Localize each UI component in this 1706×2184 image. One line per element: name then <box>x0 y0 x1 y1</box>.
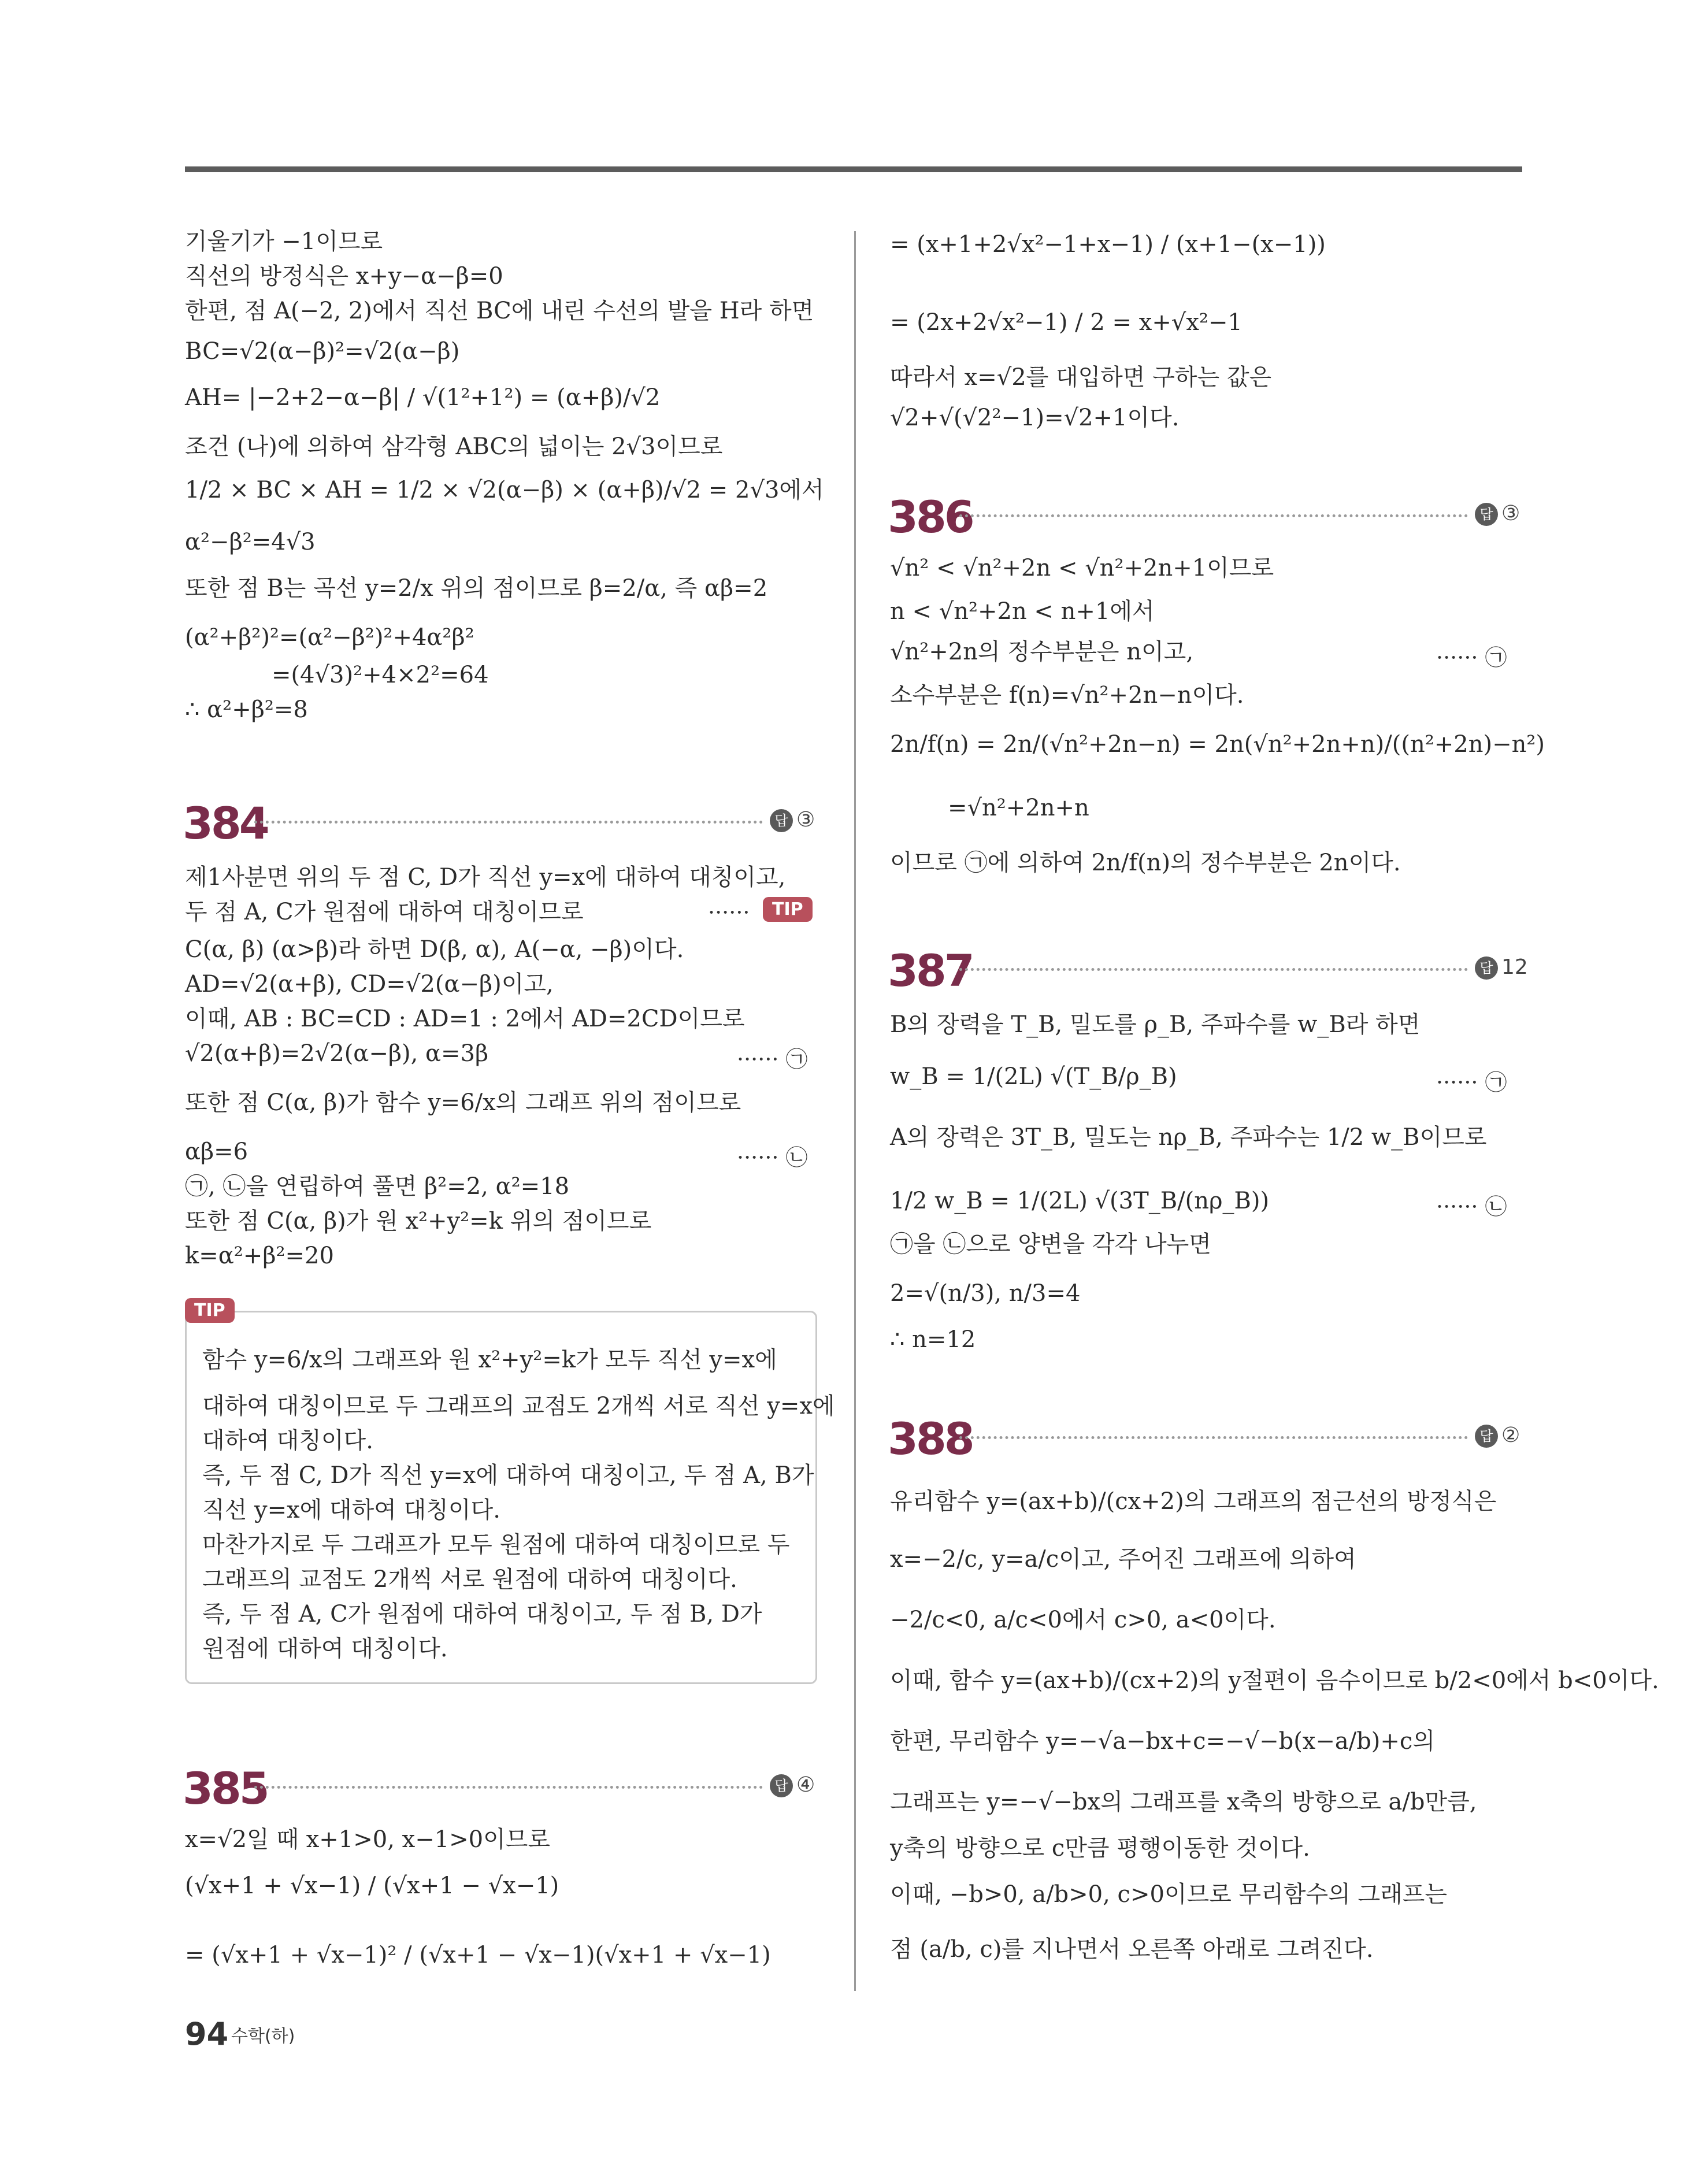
dots-mark: ······ ㉠ <box>1436 1070 1507 1095</box>
text-line: −2/c<0, a/c<0에서 c>0, a<0이다. <box>890 1607 1276 1633</box>
text-line: y축의 방향으로 c만큼 평행이동한 것이다. <box>890 1835 1310 1862</box>
answer-badge: 답 <box>1475 1425 1498 1448</box>
tip-line: 대하여 대칭이므로 두 그래프의 교점도 2개씩 서로 직선 y=x에 <box>202 1393 835 1419</box>
text-line: =(4√3)²+4×2²=64 <box>272 662 489 688</box>
text-line: 따라서 x=√2를 대입하면 구하는 값은 <box>890 364 1272 391</box>
leader-dots <box>959 514 1468 517</box>
text-line: ∴ α²+β²=8 <box>185 696 308 723</box>
text-line: √n² < √n²+2n < √n²+2n+1이므로 <box>890 555 1274 581</box>
text-line: 조건 (나)에 의하여 삼각형 ABC의 넓이는 2√3이므로 <box>185 433 723 460</box>
text-line: 또한 점 C(α, β)가 함수 y=6/x의 그래프 위의 점이므로 <box>185 1089 741 1116</box>
text-line: AH= |−2+2−α−β| / √(1²+1²) = (α+β)/√2 <box>185 384 661 411</box>
text-line: 유리함수 y=(ax+b)/(cx+2)의 그래프의 점근선의 방정식은 <box>890 1488 1497 1515</box>
tip-line: 그래프의 교점도 2개씩 서로 원점에 대하여 대칭이다. <box>202 1566 737 1593</box>
subject-label: 수학(하) <box>231 2026 295 2046</box>
tip-line: 마찬가지로 두 그래프가 모두 원점에 대하여 대칭이므로 두 <box>202 1532 790 1558</box>
leader-dots <box>959 968 1468 971</box>
text-line: A의 장력은 3T_B, 밀도는 nρ_B, 주파수는 1/2 w_B이므로 <box>890 1124 1487 1151</box>
text-line: 제1사분면 위의 두 점 C, D가 직선 y=x에 대하여 대칭이고, <box>185 864 786 891</box>
leader-dots <box>254 821 763 824</box>
problem-number-385: 385 <box>183 1763 268 1814</box>
answer-386 <box>1475 502 1520 526</box>
tip-badge: TIP <box>763 897 813 922</box>
text-line: =√n²+2n+n <box>948 795 1089 821</box>
top-rule <box>185 166 1522 172</box>
text-line: = (√x+1 + √x−1)² / (√x+1 − √x−1)(√x+1 + √x−1) <box>185 1942 771 1968</box>
text-line: 2=√(n/3), n/3=4 <box>890 1280 1081 1307</box>
problem-number-387: 387 <box>888 945 973 996</box>
page-number: 94 <box>185 2016 229 2052</box>
text-line: 이때, AB : BC=CD : AD=1 : 2에서 AD=2CD이므로 <box>185 1006 745 1032</box>
text-line: √n²+2n의 정수부분은 n이고, <box>890 639 1194 665</box>
text-line: ∴ n=12 <box>890 1326 976 1353</box>
dots-mark: ······ ㉠ <box>737 1047 808 1072</box>
text-line: 점 (a/b, c)를 지나면서 오른쪽 아래로 그려진다. <box>890 1936 1374 1963</box>
text-line: √2+√(√2²−1)=√2+1이다. <box>890 405 1180 431</box>
text-line: n < √n²+2n < n+1에서 <box>890 598 1155 625</box>
text-line: B의 장력을 T_B, 밀도를 ρ_B, 주파수를 w_B라 하면 <box>890 1011 1421 1038</box>
text-line: 직선의 방정식은 x+y−α−β=0 <box>185 263 503 290</box>
tip-line: 즉, 두 점 A, C가 원점에 대하여 대칭이고, 두 점 B, D가 <box>202 1601 762 1627</box>
text-line: α²−β²=4√3 <box>185 529 316 555</box>
text-line: w_B = 1/(2L) √(T_B/ρ_B) <box>890 1063 1177 1090</box>
answer-badge: 답 <box>1475 956 1498 980</box>
column-divider <box>854 231 856 1991</box>
leader-dots <box>959 1436 1468 1439</box>
text-line: 한편, 점 A(−2, 2)에서 직선 BC에 내린 수선의 발을 H라 하면 <box>185 298 814 324</box>
text-line: 기울기가 −1이므로 <box>185 228 383 255</box>
answer-value: ② <box>1501 1423 1520 1447</box>
answer-388 <box>1475 1423 1520 1448</box>
text-line: = (x+1+2√x²−1+x−1) / (x+1−(x−1)) <box>890 231 1326 258</box>
dots-mark: ······ ㉡ <box>1436 1194 1507 1219</box>
text-line: 또한 점 B는 곡선 y=2/x 위의 점이므로 β=2/α, 즉 αβ=2 <box>185 575 768 602</box>
text-line: (√x+1 + √x−1) / (√x+1 − √x−1) <box>185 1872 559 1899</box>
leader-dots <box>254 1786 763 1789</box>
answer-value: 12 <box>1501 955 1528 979</box>
answer-387 <box>1475 955 1528 980</box>
text-line: k=α²+β²=20 <box>185 1243 334 1269</box>
dots-mark: ······ <box>708 900 750 925</box>
text-line: 한편, 무리함수 y=−√a−bx+c=−√−b(x−a/b)+c의 <box>890 1728 1435 1755</box>
text-line: 그래프는 y=−√−bx의 그래프를 x축의 방향으로 a/b만큼, <box>890 1789 1477 1815</box>
answer-385 <box>770 1773 815 1797</box>
answer-value: ④ <box>796 1773 815 1797</box>
tip-line: 즉, 두 점 C, D가 직선 y=x에 대하여 대칭이고, 두 점 A, B가 <box>202 1462 814 1489</box>
text-line: 이므로 ㉠에 의하여 2n/f(n)의 정수부분은 2n이다. <box>890 850 1401 876</box>
text-line: (α²+β²)²=(α²−β²)²+4α²β² <box>185 624 474 651</box>
answer-badge: 답 <box>1475 503 1498 526</box>
answer-badge: 답 <box>770 1774 793 1797</box>
text-line: 2n/f(n) = 2n/(√n²+2n−n) = 2n(√n²+2n+n)/((n²+2n)−n²) <box>890 731 1545 758</box>
text-line: 소수부분은 f(n)=√n²+2n−n이다. <box>890 682 1244 709</box>
problem-number-386: 386 <box>888 491 973 543</box>
dots-mark: ······ ㉠ <box>1436 645 1507 670</box>
tip-line: 직선 y=x에 대하여 대칭이다. <box>202 1497 500 1523</box>
tip-line: 원점에 대하여 대칭이다. <box>202 1636 448 1662</box>
dots-mark: ······ ㉡ <box>737 1145 808 1170</box>
text-line: = (2x+2√x²−1) / 2 = x+√x²−1 <box>890 309 1243 336</box>
text-line: 이때, 함수 y=(ax+b)/(cx+2)의 y절편이 음수이므로 b/2<0에서 b<0이다. <box>890 1667 1659 1694</box>
text-line: C(α, β) (α>β)라 하면 D(β, α), A(−α, −β)이다. <box>185 936 684 963</box>
text-line: AD=√2(α+β), CD=√2(α−β)이고, <box>185 971 554 998</box>
tip-box-badge: TIP <box>185 1298 235 1323</box>
answer-384 <box>770 808 815 832</box>
text-line: x=−2/c, y=a/c이고, 주어진 그래프에 의하여 <box>890 1546 1356 1573</box>
text-line: BC=√2(α−β)²=√2(α−β) <box>185 338 460 365</box>
problem-number-388: 388 <box>888 1413 973 1464</box>
text-line: 두 점 A, C가 원점에 대하여 대칭이므로 <box>185 899 584 925</box>
tip-line: 함수 y=6/x의 그래프와 원 x²+y²=k가 모두 직선 y=x에 <box>202 1347 777 1373</box>
answer-value: ③ <box>796 808 815 832</box>
text-line: x=√2일 때 x+1>0, x−1>0이므로 <box>185 1826 551 1853</box>
text-line: ㉠을 ㉡으로 양변을 각각 나누면 <box>890 1231 1211 1258</box>
answer-badge: 답 <box>770 809 793 832</box>
text-line: √2(α+β)=2√2(α−β), α=3β <box>185 1040 489 1067</box>
answer-value: ③ <box>1501 502 1520 525</box>
text-line: αβ=6 <box>185 1139 249 1165</box>
text-line: 이때, −b>0, a/b>0, c>0이므로 무리함수의 그래프는 <box>890 1881 1448 1908</box>
text-line: ㉠, ㉡을 연립하여 풀면 β²=2, α²=18 <box>185 1173 570 1200</box>
text-line: 1/2 × BC × AH = 1/2 × √2(α−β) × (α+β)/√2 = 2√3에서 <box>185 477 824 503</box>
text-line: 또한 점 C(α, β)가 원 x²+y²=k 위의 점이므로 <box>185 1208 652 1234</box>
text-line: 1/2 w_B = 1/(2L) √(3T_B/(nρ_B)) <box>890 1188 1270 1214</box>
tip-line: 대하여 대칭이다. <box>202 1427 373 1454</box>
problem-number-384: 384 <box>183 798 268 849</box>
